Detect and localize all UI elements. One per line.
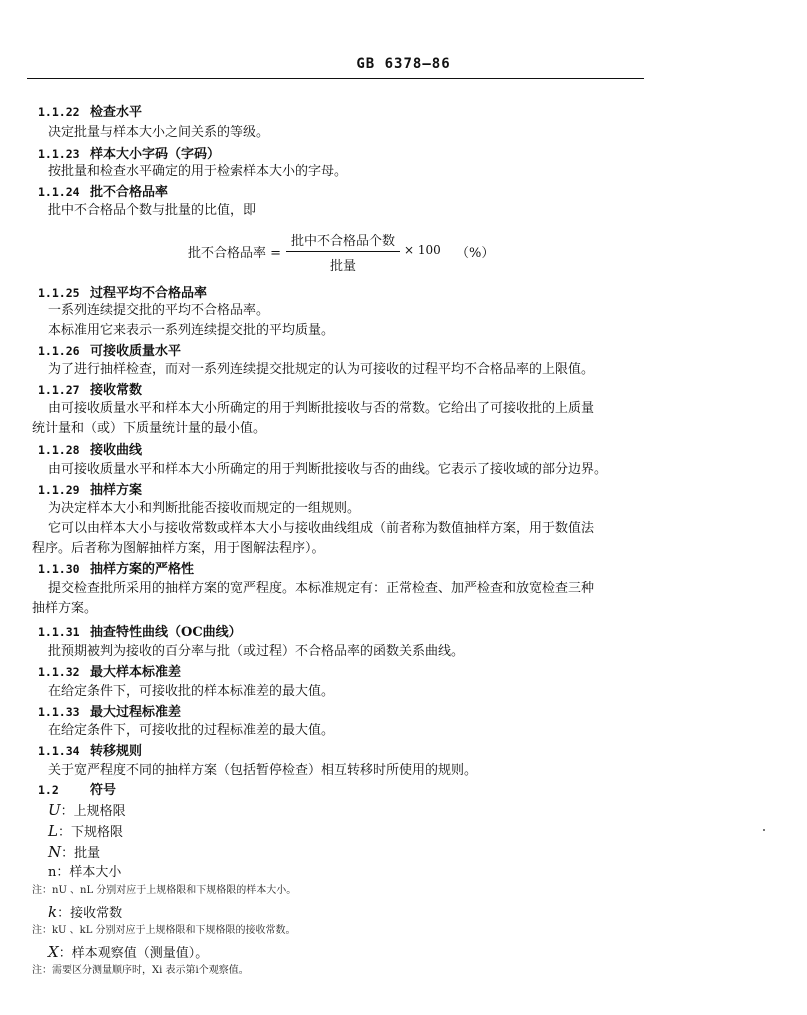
defect-rate-formula	[0, 230, 807, 274]
section-text: 由可接收质量水平和样本大小所确定的用于判断批接收与否的曲线。它表示了接收域的部分边界。	[48, 462, 608, 477]
formula-denominator: 批量	[329, 259, 356, 274]
section-heading: 1.1.31 抽查特性曲线（OC曲线）	[38, 625, 242, 640]
formula-lhs: 批不合格品率 =	[188, 246, 282, 261]
symbol-item: k：接收常数	[48, 903, 123, 921]
symbol-item: X：样本观察值（测量值）。	[48, 943, 209, 961]
symbol-note: 注：需要区分测量顺序时，Xi 表示第i个观察值。	[32, 965, 249, 976]
section-text: 批预期被判为接收的百分率与批（或过程）不合格品率的函数关系曲线。	[48, 644, 465, 659]
section-text: 为决定样本大小和判断批能否接收而规定的一组规则。	[48, 501, 361, 516]
section-text: 为了进行抽样检查，而对一系列连续提交批规定的认为可接收的过程平均不合格品率的上限值。	[48, 362, 595, 377]
section-heading: 1.1.23 样本大小字码（字码）	[38, 147, 221, 162]
section-text: 按批量和检查水平确定的用于检索样本大小的字母。	[48, 164, 348, 179]
section-heading: 1.1.27 接收常数	[38, 383, 143, 398]
section-text: 决定批量与样本大小之间关系的等级。	[48, 125, 270, 140]
section-heading: 1.1.26 可接收质量水平	[38, 344, 182, 359]
section-text: 程序。后者称为图解抽样方案，用于图解法程序）。	[32, 541, 325, 556]
section-text: 本标准用它来表示一系列连续提交批的平均质量。	[48, 323, 335, 338]
section-text: 由可接收质量水平和样本大小所确定的用于判断批接收与否的常数。它给出了可接收批的上质量	[48, 401, 595, 416]
section-heading: 1.1.29 抽样方案	[38, 483, 143, 498]
section-text: 它可以由样本大小与接收常数或样本大小与接收曲线组成（前者称为数值抽样方案，用于数值法	[48, 521, 595, 536]
section-heading: 1.1.28 接收曲线	[38, 443, 143, 458]
section-heading: 1.1.22 检查水平	[38, 105, 143, 120]
symbol-note: 注：kU 、kL 分别对应于上规格限和下规格限的接收常数。	[32, 925, 296, 936]
section-text: 在给定条件下，可接收批的过程标准差的最大值。	[48, 723, 335, 738]
symbol-item: n：样本大小	[48, 865, 122, 880]
formula-multiplier: × 100	[404, 243, 441, 257]
section-heading: 1.1.33 最大过程标准差	[38, 705, 182, 720]
section-text: 在给定条件下，可接收批的样本标准差的最大值。	[48, 684, 335, 699]
symbol-note: 注：nU 、nL 分别对应于上规格限和下规格限的样本大小。	[32, 885, 297, 896]
standard-code-header: GB 6378—86	[356, 56, 451, 72]
section-heading: 1.1.32 最大样本标准差	[38, 665, 182, 680]
section-text: 一系列连续提交批的平均不合格品率。	[48, 303, 270, 318]
symbol-item: U：上规格限	[48, 801, 126, 819]
section-heading: 1.1.24 批不合格品率	[38, 185, 169, 200]
section-text: 提交检查批所采用的抽样方案的宽严程度。本标准规定有：正常检查、加严检查和放宽检查三种	[48, 581, 595, 596]
symbol-item: L：下规格限	[48, 822, 123, 840]
section-heading: 1.1.25 过程平均不合格品率	[38, 286, 208, 301]
section-heading: 1.2 符号	[38, 783, 117, 798]
formula-unit: （%）	[456, 246, 495, 261]
scan-speck	[763, 829, 765, 831]
section-text: 关于宽严程度不同的抽样方案（包括暂停检查）相互转移时所使用的规则。	[48, 763, 478, 778]
section-text: 批中不合格品个数与批量的比值，即	[48, 203, 257, 218]
section-heading: 1.1.30 抽样方案的严格性	[38, 562, 195, 577]
header-rule	[27, 78, 644, 79]
formula-numerator: 批中不合格品个数	[286, 230, 400, 252]
section-text: 抽样方案。	[32, 601, 98, 616]
section-heading: 1.1.34 转移规则	[38, 744, 143, 759]
formula-fraction	[286, 230, 400, 274]
symbol-item: N：批量	[48, 843, 101, 861]
section-text: 统计量和（或）下质量统计量的最小值。	[32, 421, 267, 436]
